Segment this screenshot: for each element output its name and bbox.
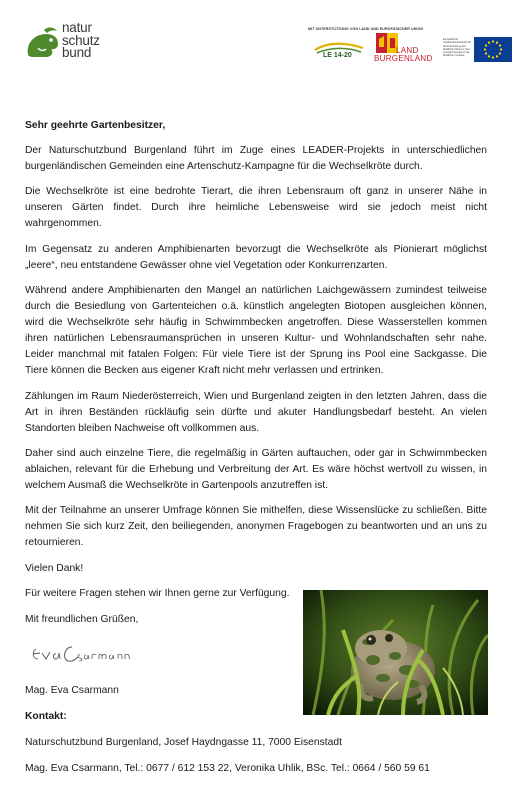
le-14-20-logo <box>311 40 367 64</box>
paragraph-3: Im Gegensatz zu anderen Amphibienarten bevorzugt die Wechselkröte als Pionierart möglichst „leere“, neu entstandene Gewässer ohne viel Vegetation oder Konkurrenzarten. <box>25 244 487 271</box>
burgenland-logo <box>374 33 444 67</box>
signer-name: Mag. Eva Csarmann <box>25 685 119 696</box>
support-caption: MIT UNTERSTÜTZUNG VON LAND UND EUROPÄISCHER UNION <box>308 27 424 31</box>
logo-line-1: natur <box>62 20 92 35</box>
questions-line: Für weitere Fragen stehen wir Ihnen gerne zur Verfügung. <box>25 588 290 599</box>
toad-logo-icon <box>24 24 64 64</box>
contact-label: Kontakt: <box>25 711 67 722</box>
paragraph-7: Mit der Teilnahme an unserer Umfrage können Sie mithelfen, diese Wissenslücke zu schließen. Bitte nehmen Sie sich kurz Zeit, den beiliegenden, anonymen Fragebogen zu beantworten und an uns zu retournieren. <box>25 505 487 548</box>
greeting: Sehr geehrte Gartenbesitzer, <box>25 120 166 131</box>
eafrd-caption: Europäischer Landwirtschaftsfonds für die Entwicklung des ländlichen Raums: Hier investiert Europa in die ländlichen Gebiete <box>443 38 472 58</box>
naturschutzbund-logo <box>24 22 124 70</box>
logo-wordmark <box>62 22 100 60</box>
handwritten-signature <box>26 637 146 673</box>
land-line-1: LAND <box>396 46 419 55</box>
contact-address: Naturschutzbund Burgenland, Josef Haydngasse 11, 7000 Eisenstadt <box>25 737 342 748</box>
paragraph-4: Während andere Amphibienarten den Mangel an natürlichen Laichgewässern zumindest teilweise durch die Besiedlung von Gartenteichen o.ä. künstlich angelegten Biotopen ausgleichen können, wird die Wechselkröte sehr häufig in Schwimmbecken angetroffen. Diese Wasserstellen kommen ihren natürlichen Lebensraumansprüchen in unseren Kultur- und Wohnlandschaften sehr nahe. Leider manchmal mit fatalen Folgen: Für viele Tiere ist der Sprung ins Pool eine Sackgasse. Die Tiere können die Becken aus eigener Kraft nicht mehr verlassen und ertrinken. <box>25 285 487 376</box>
le-label: LE 14-20 <box>323 52 352 59</box>
logo-line-3: bund <box>62 45 92 60</box>
paragraph-5: Zählungen im Raum Niederösterreich, Wien und Burgenland zeigten in den letzten Jahren, dass die Art in ihren Beständen rückläufig sein dürfte und akuter Handlungsbedarf besteht. An vielen Standorten bleiben Nachweise oft vollkommen aus. <box>25 391 487 434</box>
contact-phones: Mag. Eva Csarmann, Tel.: 0677 / 612 153 22, Veronika Uhlik, BSc. Tel.: 0664 / 560 59 61 <box>25 763 430 774</box>
paragraph-2: Die Wechselkröte ist eine bedrohte Tierart, die ihren Lebensraum oft ganz in unserer Nähe in unseren Gärten findet. Durch ihre heimliche Lebensweise wird sie jedoch meist nicht wahrgenommen. <box>25 186 487 229</box>
thanks-line: Vielen Dank! <box>25 563 84 574</box>
paragraph-1: Der Naturschutzbund Burgenland führt im Zuge eines LEADER-Projekts in unterschiedlichen burgenländischen Gemeinden eine Artenschutz-Kampagne für die Wechselkröte durch. <box>25 145 487 172</box>
eu-flag-icon <box>474 37 512 62</box>
green-toad-photo <box>303 590 488 715</box>
logo-line-2: schutz <box>62 32 100 48</box>
closing-line: Mit freundlichen Grüßen, <box>25 614 139 625</box>
paragraph-6: Daher sind auch einzelne Tiere, die regelmäßig in Gärten auftauchen, oder gar in Schwimmbecken ablaichen, relevant für die Erhebung und Verbreitung der Art. Es wäre höchst wertvoll zu wissen, in welchem Ausmaß die Wechselkröte in Gartenpools anzutreffen ist. <box>25 448 487 491</box>
land-burgenland-label <box>374 47 433 63</box>
land-line-2: BURGENLAND <box>374 54 433 63</box>
